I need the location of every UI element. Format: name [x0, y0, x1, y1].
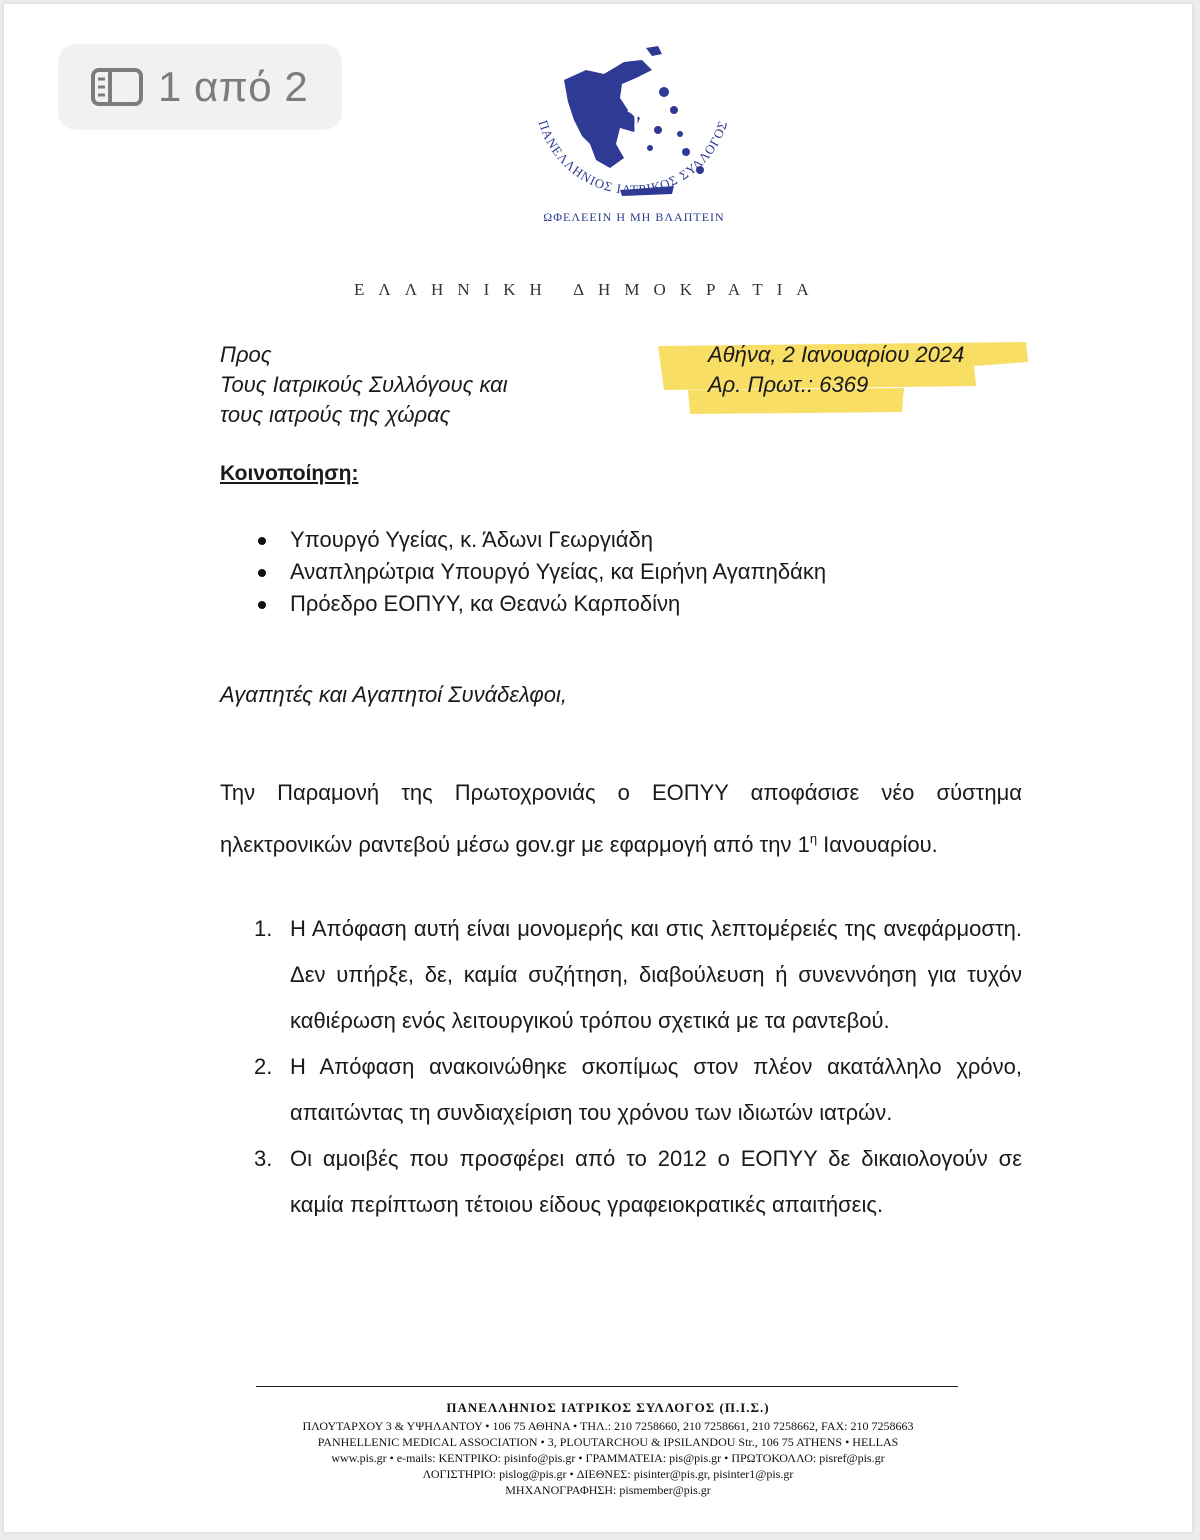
- footer-address-english: PANHELLENIC MEDICAL ASSOCIATION • 3, PLOUTARCHOU & IPSILANDOU Str., 106 75 ATHENS • HELLAS: [317, 1435, 899, 1449]
- list-item-number: 1.: [254, 916, 273, 941]
- intro-text-end: Ιανουαρίου.: [817, 832, 938, 857]
- cc-item: Υπουργό Υγείας, κ. Άδωνι Γεωργιάδη: [254, 524, 826, 556]
- republic-heading: ΕΛΛΗΝΙΚΗ ΔΗΜΟΚΡΑΤΙΑ: [354, 280, 823, 299]
- footer-emails: www.pis.gr • e-mails: ΚΕΝΤΡΙΚΟ: pisinfo@pis.gr • ΓΡΑΜΜΑΤΕΙΑ: pis@pis.gr • ΠΡΩΤΟΚΟΛΛΟ: pisref@pis.gr: [331, 1451, 885, 1465]
- footer-emails-3: ΜΗΧΑΝΟΓΡΑΦΗΣΗ: pismember@pis.gr: [505, 1483, 711, 1497]
- protocol-number: Αρ. Πρωτ.: 6369: [708, 372, 869, 397]
- cc-list: [254, 524, 826, 620]
- cc-item: Αναπληρώτρια Υπουργό Υγείας, κα Ειρήνη Αγαπηδάκη: [254, 556, 826, 588]
- page-indicator-text: 1 από 2: [158, 63, 309, 110]
- list-item: [254, 906, 1022, 1044]
- list-item-number: 2.: [254, 1054, 273, 1079]
- greeting: Αγαπητές και Αγαπητοί Συνάδελφοι,: [220, 682, 568, 707]
- document-date: Αθήνα, 2 Ιανουαρίου 2024: [708, 342, 965, 367]
- list-item: [254, 1044, 1022, 1136]
- cc-title: Κοινοποίηση:: [220, 462, 359, 485]
- intro-paragraph: [220, 770, 1022, 868]
- list-item-text: Η Απόφαση ανακοινώθηκε σκοπίμως στον πλέον ακατάλληλο χρόνο, απαιτώντας τη συνδιαχείριση του χρόνου των ιδιωτών ιατρών.: [290, 1054, 1022, 1125]
- addressee-line: Προς: [220, 342, 272, 367]
- page-indicator[interactable]: [58, 44, 342, 130]
- points-list: [254, 906, 1022, 1228]
- addressee-line: Τους Ιατρικούς Συλλόγους και: [220, 372, 508, 397]
- footer-org-name: ΠΑΝΕΛΛΗΝΙΟΣ ΙΑΤΡΙΚΟΣ ΣΥΛΛΟΓΟΣ (Π.Ι.Σ.): [446, 1400, 770, 1415]
- addressee-block: [220, 340, 508, 430]
- intro-text: Την Παραμονή της Πρωτοχρονιάς ο ΕΟΠΥΥ αποφάσισε νέο σύστημα ηλεκτρονικών ραντεβού μέσω gov.gr με εφαρμογή από την 1: [220, 780, 1022, 857]
- logo-motto: ΩΦΕΛΕΕΙΝ Η ΜΗ ΒΛΑΠΤΕΙΝ: [543, 210, 725, 224]
- document-page: [4, 4, 1192, 1532]
- cc-item: Πρόεδρο ΕΟΠΥΥ, κα Θεανώ Καρποδίνη: [254, 588, 826, 620]
- letterhead-footer: [234, 1400, 982, 1498]
- sidebar-pages-icon: [90, 67, 144, 107]
- list-item-number: 3.: [254, 1146, 273, 1171]
- footer-address-greek: ΠΛΟΥΤΑΡΧΟΥ 3 & ΥΨΗΛΑΝΤΟΥ • 106 75 ΑΘΗΝΑ • ΤΗΛ.: 210 7258660, 210 7258661, 210 7258662, FAX: 210 7258663: [302, 1419, 914, 1433]
- footer-divider: [256, 1386, 958, 1387]
- intro-superscript: η: [809, 831, 818, 846]
- list-item-text: Οι αμοιβές που προσφέρει από το 2012 ο ΕΟΠΥΥ δε δικαιολογούν σε καμία περίπτωση τέτοιου είδους γραφειοκρατικές απαιτήσεις.: [290, 1146, 1022, 1217]
- list-item-text: Η Απόφαση αυτή είναι μονομερής και στις λεπτομέρειές της ανεφάρμοστη. Δεν υπήρξε, δε, καμία συζήτηση, διαβούλευση ή συνεννόηση για τυχόν καθιέρωση ενός λειτουργικού τρόπου σχετικά με τα ραντεβού.: [290, 916, 1022, 1033]
- date-block: [708, 340, 964, 400]
- footer-emails-2: ΛΟΓΙΣΤΗΡΙΟ: pislog@pis.gr • ΔΙΕΘΝΕΣ: pisinter@pis.gr, pisinter1@pis.gr: [422, 1467, 794, 1481]
- logo-arc-text: ΠΑΝΕΛΛΗΝΙΟΣ ΙΑΤΡΙΚΟΣ ΣΥΛΛΟΓΟΣ: [535, 118, 731, 198]
- list-item: [254, 1136, 1022, 1228]
- addressee-line: τους ιατρούς της χώρας: [220, 402, 451, 427]
